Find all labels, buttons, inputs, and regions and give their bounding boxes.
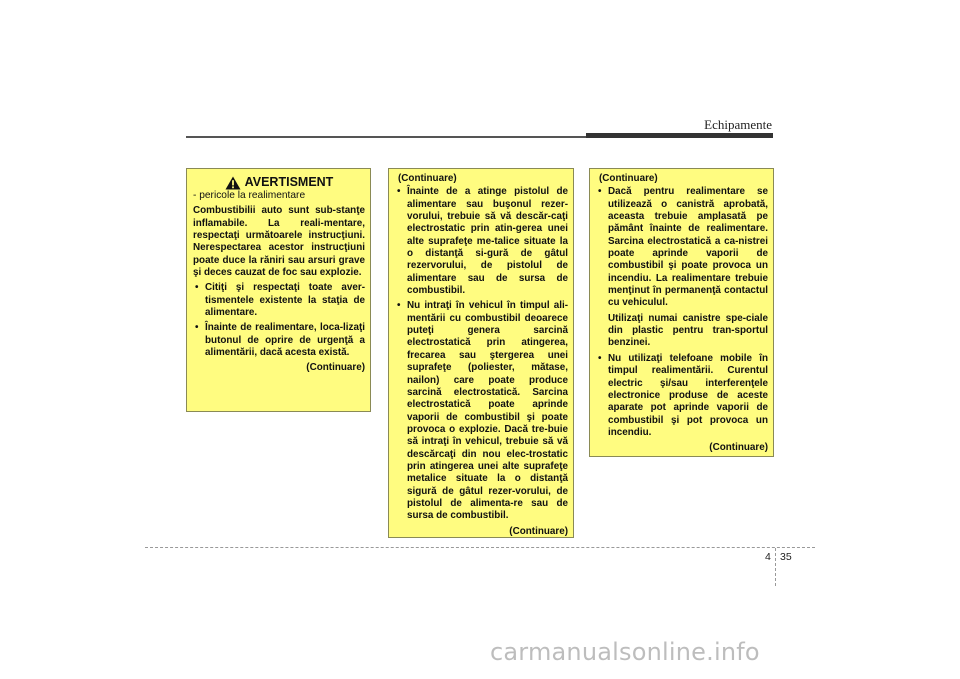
continued-header: (Continuare)	[398, 173, 457, 184]
header-rule-thin	[186, 136, 586, 138]
warning-bullet-list	[596, 186, 768, 439]
warning-box-2	[388, 168, 574, 538]
header-rule-thick	[586, 133, 773, 138]
watermark: carmanualsonline.info	[490, 638, 760, 666]
continued-label: (Continuare)	[306, 362, 365, 374]
warning-box-1	[186, 168, 371, 412]
footer-dashed-rule	[145, 547, 815, 548]
page-number: 35	[780, 551, 792, 563]
warning-title-row	[193, 175, 365, 190]
chapter-number: 4	[765, 551, 771, 563]
continued-label: (Continuare)	[509, 525, 568, 537]
bullet-extra-text: Utilizaţi numai canistre spe-ciale din plastic pentru tran-sportul benzinei.	[608, 312, 768, 349]
list-item: • Înainte de a atinge pistolul de alimentare sau buşonul rezer-vorului, trebuie să vă descăr-caţi electrostatic prin atin-gerea unei alte suprafeţe me-talice situate la o distanţă si-gură de gâtul rezervorului, de pistolul de alimentare sau de sursa de combustibil.	[395, 186, 568, 297]
warning-bullet-list	[395, 186, 568, 522]
warning-box-3	[589, 168, 774, 457]
warning-bullet-list	[193, 282, 365, 359]
continued-label: (Continuare)	[709, 442, 768, 454]
warning-triangle-icon	[225, 176, 241, 190]
continued-header: (Continuare)	[599, 173, 658, 184]
warning-intro: Combustibilii auto sunt sub-stanţe inflamabile. La reali-mentare, respectaţi următoarele instrucţiuni. Nerespectarea acestor instrucţiuni poate duce la răniri sau arsuri grave şi deces cauzat de foc sau explozie.	[193, 205, 365, 279]
warning-subtitle: - pericole la realimentare	[193, 190, 306, 201]
list-item: • Citiţi şi respectaţi toate aver-tismentele existente la staţia de alimentare.	[193, 282, 365, 319]
footer-vertical-divider	[775, 548, 776, 586]
warning-title: AVERTISMENT	[244, 175, 334, 189]
list-item: • Nu utilizaţi telefoane mobile în timpul realimentării. Curentul electric şi/sau interferenţele electronice produse de aceste aparate pot aprinde vaporii de combustibil şi pot provoca un incendiu.	[596, 353, 768, 439]
bullet-text: Dacă pentru realimentare se utilizează o canistră aprobată, aceasta trebuie amplasată pe pământ înainte de realimentare. Sarcina electrostatică a ca-nistrei poate aprinde vaporii de combustibil şi poate provoca un incendiu. La realimentare trebuie menţinut în permanenţă contactul cu vehiculul.	[608, 186, 768, 309]
list-item: • Înainte de realimentare, loca-lizaţi butonul de oprire de urgenţă a alimentării, dacă acesta există.	[193, 322, 365, 359]
list-item: • Nu intraţi în vehicul în timpul ali-mentării cu combustibil deoarece puteţi genera sarcină electrostatică prin atingerea, frecarea sau ştergerea unei suprafeţe (poliester, mătase, nailon) care poate produce sarcină electrostatică. Sarcina electrostatică poate aprinde vaporii de combustibil şi poate provoca o explozie. Dacă tre-buie să intraţi în vehicul, trebuie să vă descărcaţi din nou elec-trostatic prin atingerea unei alte suprafeţe metalice situate la o distanţă sigură de gâtul rezer-vorului, de pistolul de alimenta-re sau de sursa de combustibil.	[395, 300, 568, 522]
list-item	[596, 186, 768, 349]
page-header-title: Echipamente	[704, 117, 772, 132]
